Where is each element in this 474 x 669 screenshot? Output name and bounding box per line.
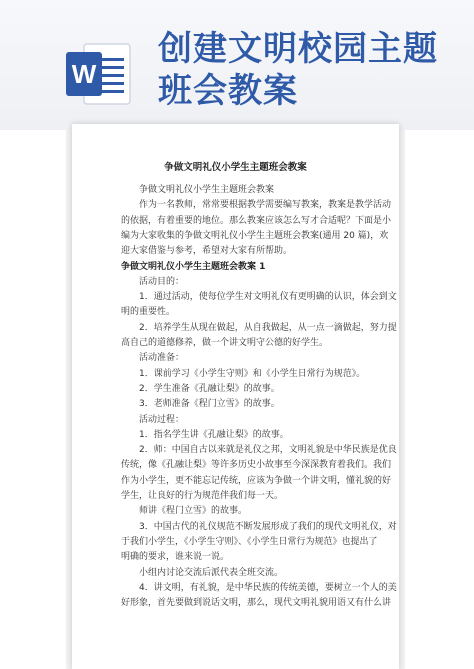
paragraph-line: 2．培养学生从现在做起，从自我做起，从一点一滴做起，努力提 — [139, 322, 397, 333]
svg-text:W: W — [71, 59, 97, 89]
paragraph-line: 于我们小学生，《小学生守则》、《小学生日常行为规范》也提出了 — [121, 536, 378, 547]
paragraph-line: 明的重要性。 — [121, 307, 176, 318]
paragraph-line: 1．指名学生讲《孔融让梨》的故事。 — [139, 429, 289, 440]
paragraph-line: 1．通过活动，使每位学生对文明礼仪有更明确的认识，体会到文 — [139, 292, 397, 303]
paragraph-line: 活动目的： — [139, 276, 185, 287]
paragraph-line: 4．讲文明，有礼貌，是中华民族的传统美德，要树立一个人的美 — [139, 582, 397, 593]
paragraph-line: 学生，让良好的行为规范伴我们每一天。 — [121, 491, 284, 501]
paragraph-line: 3．中国古代的礼仪规范不断发展形成了我们的现代文明礼仪，对 — [139, 521, 397, 532]
paragraph-line: 的依据，有着重要的地位。那么教案应该怎么写才合适呢？下面是小 — [121, 215, 392, 226]
paragraph-line: 作为小学生，更不能忘记传统，应该为争做一个讲文明，懂礼貌的好 — [121, 475, 392, 486]
paragraph-line: 3．老师准备《程门立雪》的故事。 — [139, 399, 280, 410]
word-document-icon — [62, 38, 134, 110]
paragraph-line: 1．课前学习《小学生守则》和《小学生日常行为规范》。 — [139, 368, 366, 379]
paragraph-line: 活动过程： — [139, 414, 185, 425]
header-banner — [0, 0, 474, 130]
paragraph-line: 师讲《程门立雪》的故事。 — [139, 506, 248, 517]
paragraph-line: 迎大家借鉴与参考，希望对大家有所帮助。 — [121, 246, 293, 257]
paragraph-line: 传统，像《孔融让梨》等许多历史小故事至今深深教育着我们。我们 — [121, 460, 392, 471]
paragraph-line: 明确的要求，谁来说一说。 — [121, 552, 230, 563]
paragraph-line: 高自己的道德修养，做一个讲文明守公德的好学生。 — [121, 338, 329, 348]
paragraph-line: 2．师：中国自古以来就是礼仪之邦，文明礼貌是中华民族是优良 — [139, 445, 397, 456]
document-page — [72, 124, 399, 669]
paragraph-line: 编为大家收集的争做文明礼仪小学生主题班会教案(通用 20 篇)，欢 — [121, 230, 389, 241]
document-title: 争做文明礼仪小学生主题班会教案 — [164, 162, 307, 173]
banner-title: 创建文明校园主题 班会教案 — [158, 29, 438, 111]
paragraph-line: 争做文明礼仪小学生主题班会教案 — [139, 185, 275, 195]
paragraph-line: 2．学生准备《孔融让梨》的故事。 — [139, 383, 280, 394]
paragraph-line: 小组内讨论交流后派代表全班交流。 — [139, 567, 284, 578]
paragraph-line: 作为一名教师，常常要根据教学需要编写教案，教案是教学活动 — [139, 200, 392, 211]
paragraph-line: 好形象，首先要做到说话文明，那么，现代文明礼貌用语又有什么讲 — [121, 598, 392, 609]
section-heading: 争做文明礼仪小学生主题班会教案 1 — [121, 261, 266, 272]
paragraph-line: 活动准备： — [139, 353, 185, 364]
